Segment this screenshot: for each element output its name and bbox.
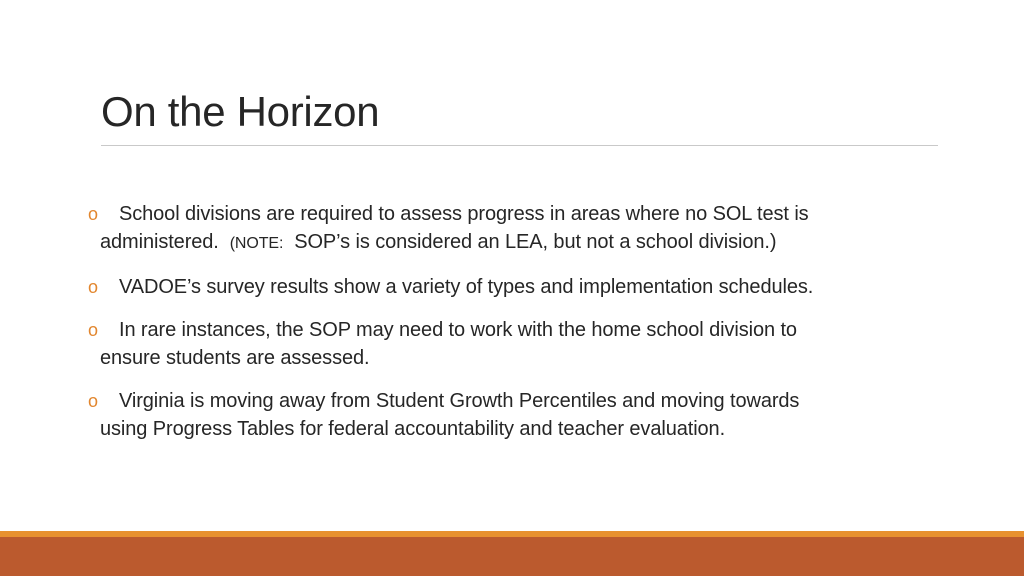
bullet-item [88,200,948,258]
bullet-item [88,316,948,372]
note-label: (NOTE: [229,235,284,252]
bullet-text: administered. [100,231,219,253]
bullet-list [88,200,948,458]
bullet-line: ensure students are assessed. [100,347,370,369]
bullet-item [88,387,948,443]
bullet-item [88,273,948,301]
bullet-circle-icon: o [88,204,98,224]
bullet-circle-icon: o [88,391,98,411]
bullet-line: In rare instances, the SOP may need to work with the home school division to [119,319,797,341]
bullet-text: SOP’s is considered an LEA, but not a school division.) [294,231,777,253]
bullet-line: Virginia is moving away from Student Growth Percentiles and moving towards [119,390,800,412]
title-divider [101,145,938,146]
footer-band [0,537,1024,576]
slide-title: On the Horizon [101,88,380,135]
bullet-circle-icon: o [88,277,98,297]
bullet-circle-icon: o [88,320,98,340]
bullet-line: VADOE’s survey results show a variety of types and implementation schedules. [119,276,814,298]
bullet-line: School divisions are required to assess progress in areas where no SOL test is [119,203,809,225]
bullet-line: using Progress Tables for federal accountability and teacher evaluation. [100,418,726,440]
bullet-line [100,228,948,258]
